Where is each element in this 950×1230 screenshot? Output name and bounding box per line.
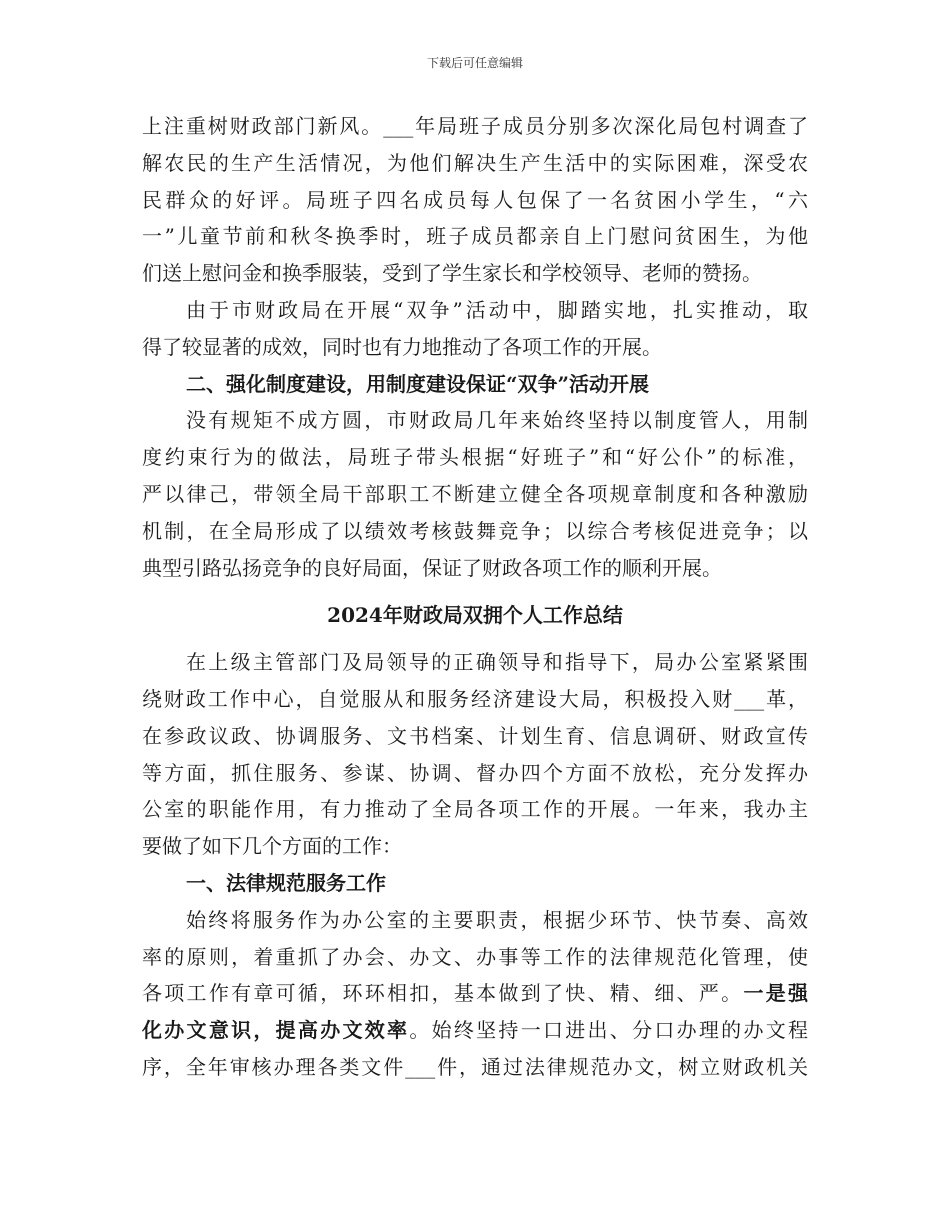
text-line: 要做了如下几个方面的工作： [142,834,402,859]
text-line: 没有规矩不成方圆，市财政局几年来始终坚持以制度管人，用制 [186,408,808,433]
text-line: 始终将服务作为办公室的主要职责，根据少环节、快节奏、高效 [186,907,808,932]
text-line: 序，全年审核办理各类文件___件，通过法律规范办文，树立财政机关 [142,1054,808,1079]
text-line: 等方面，抓住服务、参谋、协调、督办四个方面不放松，充分发挥办 [142,760,808,785]
text-line: 公室的职能作用，有力推动了全局各项工作的开展。一年来，我办主 [142,797,808,822]
text-line-mixed [142,1012,808,1049]
text-run: 。始终坚持一口进出、分口办理的办文程 [409,1018,809,1043]
text-line: 率的原则，着重抓了办会、办文、办事等工作的法律规范化管理，使 [142,944,808,969]
bold-text-run: 一是强 [743,981,809,1006]
text-line-mixed [142,975,808,1012]
text-line: 解农民的生产生活情况，为他们解决生产生活中的实际困难，深受农 [142,150,808,175]
text-line: 机制，在全局形成了以绩效考核鼓舞竞争；以综合考核促进竞争；以 [142,518,808,543]
text-line: 们送上慰问金和换季服装，受到了学生家长和学校领导、老师的赞扬。 [142,261,762,286]
section-heading: 二、强化制度建设，用制度建设保证“双争”活动开展 [186,371,650,396]
text-line: 上注重树财政部门新风。___年局班子成员分别多次深化局包村调查了 [142,114,808,138]
text-line: 由于市财政局在开展“双争”活动中，脚踏实地，扎实推动，取 [186,297,808,322]
text-line: 绕财政工作中心，自觉服从和服务经济建设大局，积极投入财___革， [142,686,808,711]
document-body [142,108,808,1086]
text-line: 严以律己，带领全局干部职工不断建立健全各项规章制度和各种激励 [142,481,808,506]
text-line: 在上级主管部门及局领导的正确领导和指导下，局办公室紧紧围 [186,650,808,675]
text-line: 典型引路弘扬竞争的良好局面，保证了财政各项工作的顺利开展。 [142,555,722,580]
text-line: 度约束行为的做法，局班子带头根据“好班子”和“好公仆”的标准， [142,445,808,470]
article-title: 2024年财政局双拥个人工作总结 [327,603,623,628]
section-heading: 一、法律规范服务工作 [186,870,386,895]
text-run: 各项工作有章可循，环环相扣，基本做到了快、精、细、严。 [142,981,744,1006]
text-line: 得了较显著的成效，同时也有力地推动了各项工作的开展。 [142,334,662,359]
bold-text-run: 化办文意识，提高办文效率 [142,1018,410,1043]
text-line: 一”儿童节前和秋冬换季时，班子成员都亲自上门慰问贫困生，为他 [142,224,808,249]
page-header: 下载后可任意编辑 [426,56,523,70]
text-line: 民群众的好评。局班子四名成员每人包保了一名贫困小学生，“六 [142,187,808,212]
text-line: 在参政议政、协调服务、文书档案、计划生育、信息调研、财政宣传 [142,723,808,748]
